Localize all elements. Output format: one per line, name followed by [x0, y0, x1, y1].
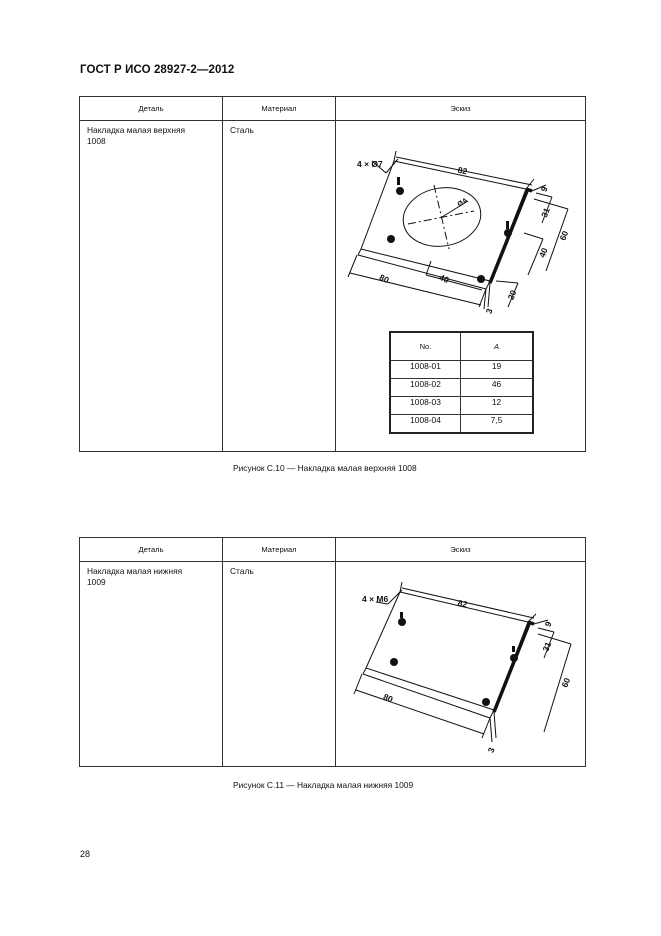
figure-caption-1008: Рисунок С.10 — Накладка малая верхняя 1008: [233, 463, 417, 473]
label-31: 31: [540, 640, 554, 653]
label-holes: 4 × Ø7: [357, 159, 383, 169]
label-82: 82: [456, 164, 469, 177]
part-name: Накладка малая верхняя: [87, 125, 186, 135]
label-diaA: ØA: [456, 197, 470, 209]
label-3: 3: [483, 306, 495, 316]
table-row: 1008-04 7,5: [390, 415, 533, 434]
plate-edge: [358, 249, 361, 255]
table-row: 1008-03 12: [390, 397, 533, 415]
parts-table-1008: [79, 96, 586, 452]
label-60v: 60: [557, 229, 571, 242]
mounting-holes: [390, 612, 518, 706]
label-holes: 4 × M6: [362, 594, 389, 604]
dims-header-a: A: [461, 332, 534, 361]
label-40h: 40: [437, 272, 451, 286]
material-cell: Сталь: [223, 121, 336, 452]
figure-caption-1009: Рисунок С.11 — Накладка малая нижняя 1009: [233, 780, 414, 790]
part-cell: [80, 121, 223, 452]
part-number: 1009: [87, 577, 106, 587]
label-40v: 40: [536, 246, 550, 259]
drawing-1008: [336, 121, 586, 321]
label-9: 9: [538, 184, 550, 194]
label-82: 82: [456, 597, 469, 610]
label-80: 80: [377, 272, 391, 286]
label-31: 31: [539, 206, 552, 219]
drawing-1009: [336, 562, 586, 766]
sketch-cell: [336, 562, 586, 767]
column-header-part: Деталь: [80, 97, 223, 121]
label-80: 80: [381, 691, 395, 705]
label-20: 20: [505, 288, 519, 302]
material-cell: Сталь: [223, 562, 336, 767]
table-row: 1008-02 46: [390, 379, 533, 397]
label-3: 3: [485, 745, 497, 755]
parts-table-1009: [79, 537, 586, 767]
document-header: ГОСТ Р ИСО 28927-2—2012: [80, 64, 235, 76]
sketch-cell: [336, 121, 586, 452]
part-name: Накладка малая нижняя: [87, 566, 183, 576]
part-cell: [80, 562, 223, 767]
column-header-sketch: Эскиз: [336, 538, 586, 562]
part-number: 1008: [87, 136, 106, 146]
column-header-part: Деталь: [80, 538, 223, 562]
label-9: 9: [542, 619, 554, 629]
column-header-material: Материал: [223, 97, 336, 121]
table-row: 1008-01 19: [390, 361, 533, 379]
column-header-material: Материал: [223, 538, 336, 562]
dimension-table: [389, 331, 534, 434]
column-header-sketch: Эскиз: [336, 97, 586, 121]
dims-header-no: No.: [390, 332, 461, 361]
page-number: 28: [80, 849, 91, 859]
label-60: 60: [559, 676, 573, 689]
